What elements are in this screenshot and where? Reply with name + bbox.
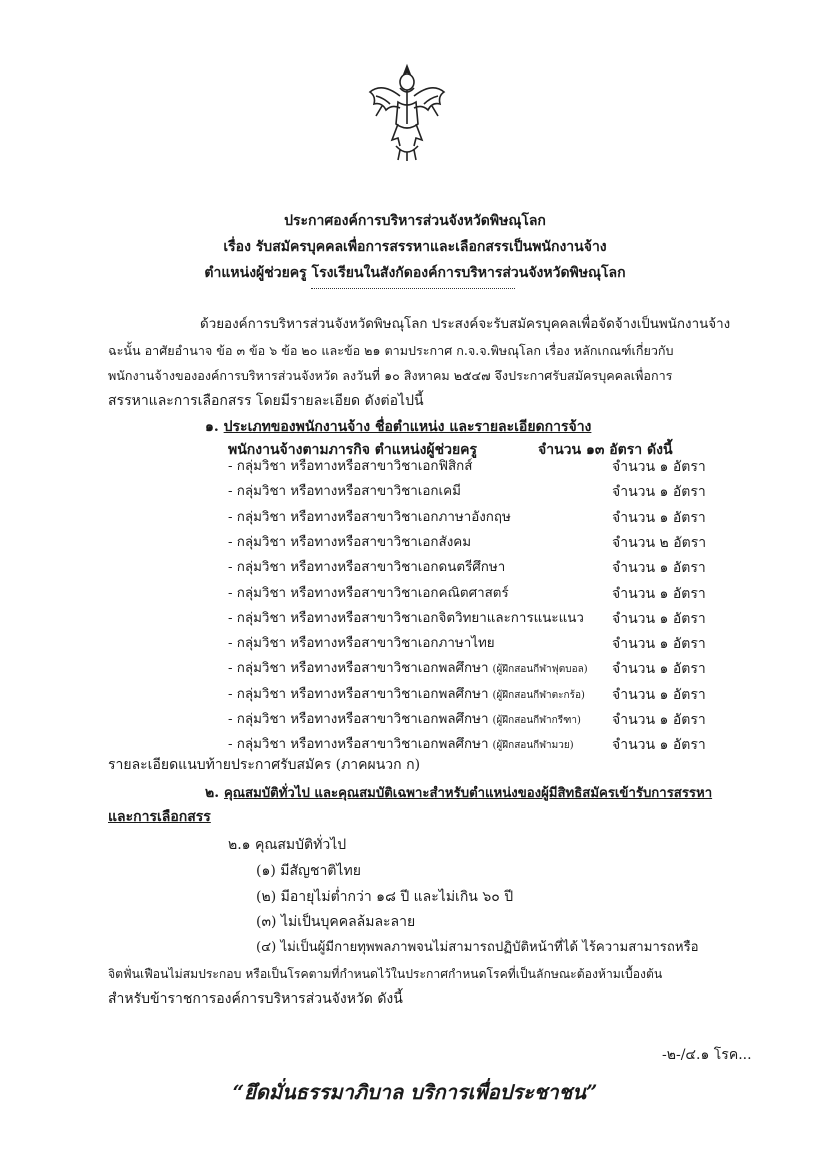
announcement-position: ตำแหน่งผู้ช่วยครู โรงเรียนในสังกัดองค์การบริหารส่วนจังหวัดพิษณุโลก bbox=[204, 265, 626, 281]
position-item bbox=[228, 610, 584, 628]
position-label: - กลุ่มวิชา หรือทางหรือสาขาวิชาเอกภาษาอังกฤษ bbox=[228, 510, 511, 525]
position-label: - กลุ่มวิชา หรือทางหรือสาขาวิชาเอกภาษาไทย bbox=[228, 636, 495, 651]
position-item bbox=[228, 711, 581, 730]
position-item bbox=[228, 736, 574, 755]
intro-line-2: ฉะนั้น อาศัยอำนาจ ข้อ ๓ ข้อ ๖ ข้อ ๒๐ และข้อ ๒๑ ตามประกาศ ก.จ.จ.พิษณุโลก เรื่อง หลักเกณฑ์เกี่ยวกับ bbox=[108, 343, 674, 358]
qualification-4-line-1: (๔) ไม่เป็นผู้มีกายทุพพลภาพจนไม่สามารถปฏิบัติหน้าที่ได้ ไร้ความสามารถหรือ bbox=[256, 940, 699, 955]
section1-heading bbox=[205, 418, 591, 436]
position-label: - กลุ่มวิชา หรือทางหรือสาขาวิชาเอกจิตวิทยาและการแนะแนว bbox=[228, 611, 584, 626]
footer-motto: “ยึดมั่นธรรมาภิบาล บริการเพื่อประชาชน” bbox=[232, 1080, 598, 1104]
position-item bbox=[228, 686, 585, 705]
position-label: - กลุ่มวิชา หรือทางหรือสาขาวิชาเอกเคมี bbox=[228, 484, 461, 499]
header-divider bbox=[311, 288, 515, 289]
position-label: - กลุ่มวิชา หรือทางหรือสาขาวิชาเอกฟิสิกส์ bbox=[228, 459, 473, 474]
position-label: - กลุ่มวิชา หรือทางหรือสาขาวิชาเอกพลศึกษา bbox=[228, 661, 489, 676]
announcement-title: ประกาศองค์การบริหารส่วนจังหวัดพิษณุโลก bbox=[284, 213, 546, 229]
position-item bbox=[228, 635, 495, 653]
position-label: - กลุ่มวิชา หรือทางหรือสาขาวิชาเอกดนตรีศึกษา bbox=[228, 560, 506, 575]
position-count: จำนวน ๑ อัตรา bbox=[612, 586, 706, 602]
position-label: - กลุ่มวิชา หรือทางหรือสาขาวิชาเอกพลศึกษา bbox=[228, 712, 489, 727]
qualification-4-line-2: จิตฟั่นเฟือนไม่สมประกอบ หรือเป็นโรคตามที่กำหนดไว้ในประกาศกำหนดโรคที่เป็นลักษณะต้องห้ามเบื้องต้น bbox=[108, 967, 663, 981]
qualification-3: (๓) ไม่เป็นบุคคลล้มละลาย bbox=[256, 914, 416, 930]
position-label: - กลุ่มวิชา หรือทางหรือสาขาวิชาเอกพลศึกษา bbox=[228, 687, 489, 702]
section1-total: จำนวน ๑๓ อัตรา ดังนี้ bbox=[538, 442, 673, 458]
position-count: จำนวน ๑ อัตรา bbox=[612, 636, 706, 652]
appendix-note: รายละเอียดแนบท้ายประกาศรับสมัคร (ภาคผนวก ก) bbox=[108, 757, 421, 773]
section2-heading bbox=[205, 784, 712, 803]
position-item bbox=[228, 585, 509, 603]
section1-subheading: พนักงานจ้างตามภารกิจ ตำแหน่งผู้ช่วยครู bbox=[228, 442, 478, 458]
announcement-subject: เรื่อง รับสมัครบุคคลเพื่อการสรรหาและเลือกสรรเป็นพนักงานจ้าง bbox=[223, 239, 607, 255]
intro-line-4: สรรหาและการเลือกสรร โดยมีรายละเอียด ดังต่อไปนี้ bbox=[108, 393, 424, 409]
position-item bbox=[228, 660, 588, 679]
position-label: - กลุ่มวิชา หรือทางหรือสาขาวิชาเอกสังคม bbox=[228, 535, 472, 550]
position-count: จำนวน ๑ อัตรา bbox=[612, 712, 706, 728]
section2-number: ๒. bbox=[205, 785, 220, 801]
next-page-reference: -๒-/๔.๑ โรค... bbox=[662, 1047, 752, 1063]
position-count: จำนวน ๑ อัตรา bbox=[612, 560, 706, 576]
position-note: (ผู้ฝึกสอนกีฬาฟุตบอล) bbox=[492, 664, 588, 675]
position-item bbox=[228, 559, 505, 577]
position-note: (ผู้ฝึกสอนกีฬามวย) bbox=[492, 740, 574, 751]
section2-1-heading: ๒.๑ คุณสมบัติทั่วไป bbox=[228, 837, 347, 853]
position-item bbox=[228, 509, 511, 527]
position-count: จำนวน ๑ อัตรา bbox=[612, 661, 706, 677]
position-count: จำนวน ๑ อัตรา bbox=[612, 459, 706, 475]
section1-number: ๑. bbox=[205, 419, 219, 435]
position-count: จำนวน ๑ อัตรา bbox=[612, 484, 706, 500]
qualification-4-line-3: สำหรับข้าราชการองค์การบริหารส่วนจังหวัด ดังนี้ bbox=[108, 991, 403, 1007]
position-count: จำนวน ๑ อัตรา bbox=[612, 611, 706, 627]
position-note: (ผู้ฝึกสอนกีฬากรีฑา) bbox=[492, 715, 581, 726]
position-item bbox=[228, 458, 472, 476]
position-note: (ผู้ฝึกสอนกีฬาตะกร้อ) bbox=[492, 690, 585, 701]
intro-line-3: พนักงานจ้างขององค์การบริหารส่วนจังหวัด ลงวันที่ ๑๐ สิงหาคม ๒๕๔๗ จึงประกาศรับสมัครบุคคลเพื่อการ bbox=[108, 368, 673, 383]
position-label: - กลุ่มวิชา หรือทางหรือสาขาวิชาเอกคณิตศาสตร์ bbox=[228, 586, 509, 601]
position-count: จำนวน ๒ อัตรา bbox=[612, 535, 707, 551]
qualification-1: (๑) มีสัญชาติไทย bbox=[256, 863, 361, 879]
section1-title: ประเภทของพนักงานจ้าง ชื่อตำแหน่ง และรายละเอียดการจ้าง bbox=[223, 419, 592, 435]
intro-line-1: ด้วยองค์การบริหารส่วนจังหวัดพิษณุโลก ประสงค์จะรับสมัครบุคคลเพื่อจัดจ้างเป็นพนักงานจ้าง bbox=[200, 317, 731, 332]
qualification-2: (๒) มีอายุไม่ต่ำกว่า ๑๘ ปี และไม่เกิน ๖๐ ปี bbox=[256, 889, 514, 905]
section2-title: คุณสมบัติทั่วไป และคุณสมบัติเฉพาะสำหรับตำแหน่งของผู้มีสิทธิสมัครเข้ารับการสรรหา bbox=[223, 786, 713, 801]
position-count: จำนวน ๑ อัตรา bbox=[612, 510, 706, 526]
position-label: - กลุ่มวิชา หรือทางหรือสาขาวิชาเอกพลศึกษา bbox=[228, 737, 489, 752]
section2-title-cont: และการเลือกสรร bbox=[108, 809, 211, 825]
position-item bbox=[228, 483, 461, 501]
position-count: จำนวน ๑ อัตรา bbox=[612, 687, 706, 703]
position-count: จำนวน ๑ อัตรา bbox=[612, 737, 706, 753]
garuda-emblem-icon bbox=[362, 62, 452, 162]
position-item bbox=[228, 534, 471, 552]
